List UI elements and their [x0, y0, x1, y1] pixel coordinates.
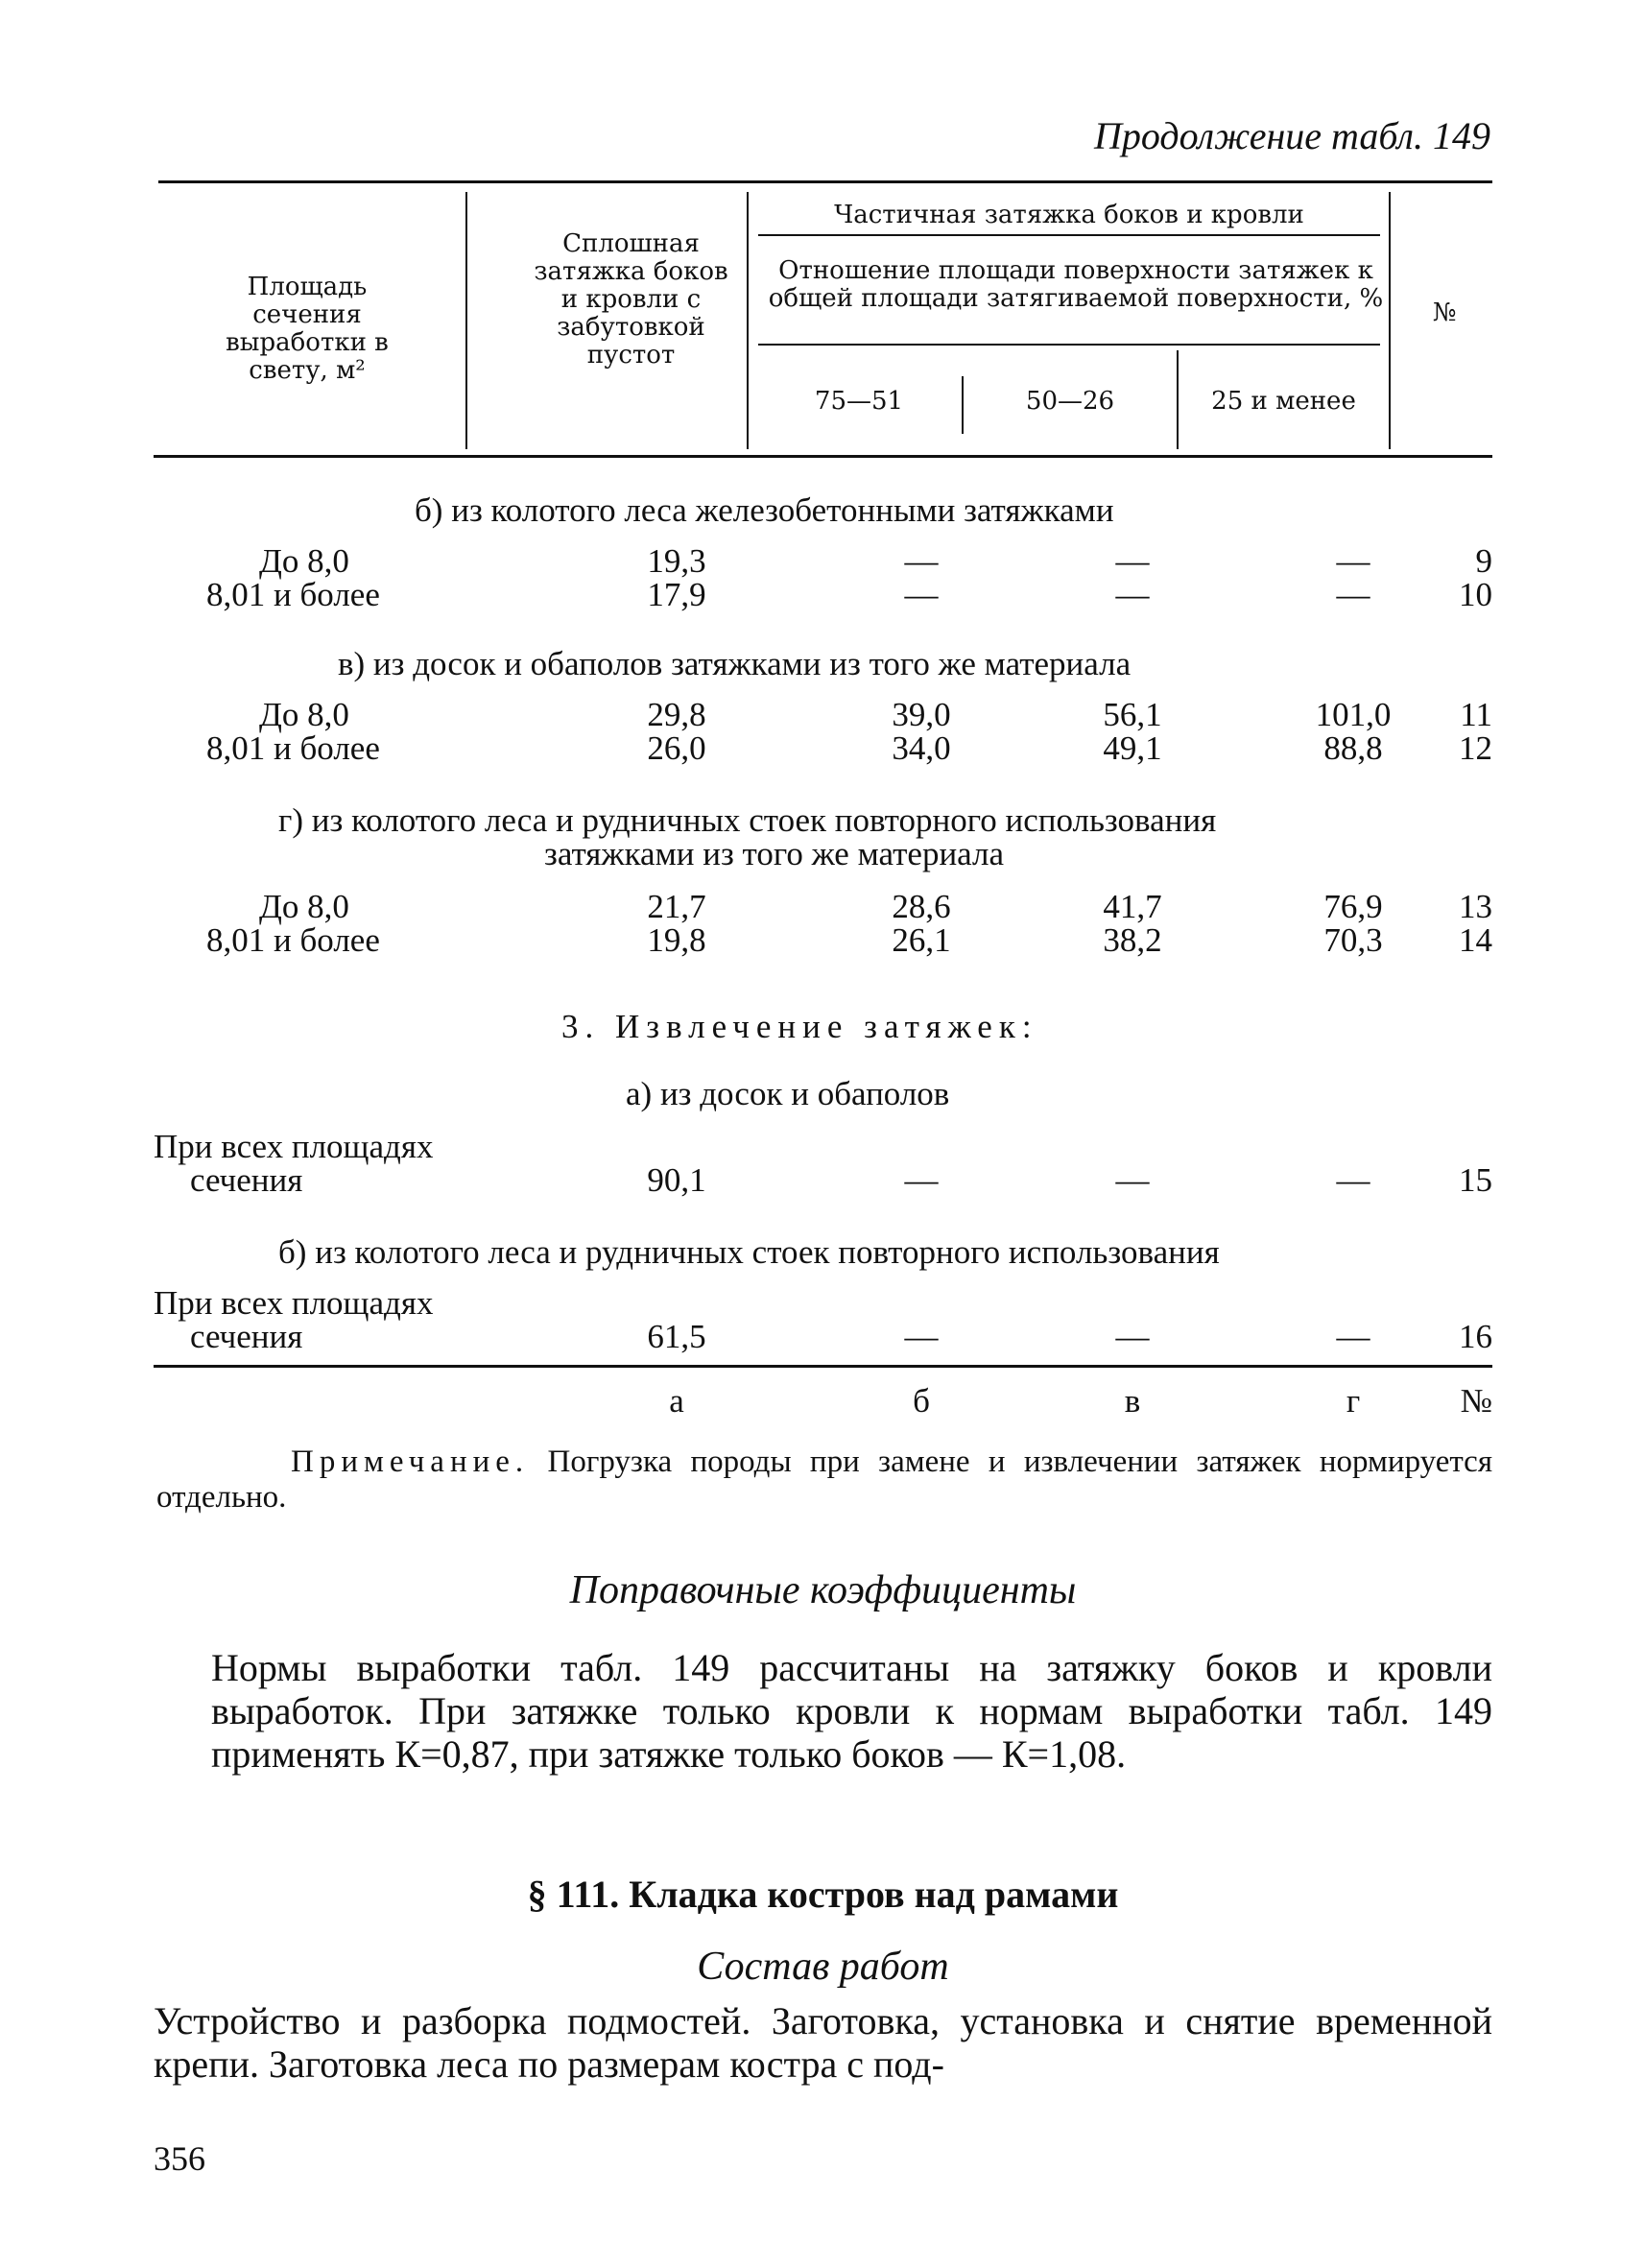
corrections-title: Поправочные коэффициенты — [569, 1568, 1077, 1612]
cell-area: 8,01 и более — [206, 729, 380, 767]
corrections-text: Нормы выработки табл. 149 рассчитаны на затяжку боков и кровли выработок. При затяжке только кровли к нормам выработки табл. 149 применять К=0,87, при затяжке только боков — К=1,08. — [211, 1646, 1492, 1776]
table-row — [154, 888, 1492, 926]
note-text: Погрузка породы при замене и извлечении затяжек нормируется отдельно. — [156, 1444, 1492, 1515]
row-b-area-line1: При всех площадях — [154, 1284, 434, 1322]
continuation-label: Продолжение табл. 149 — [1093, 114, 1490, 157]
cell-solid: 19,8 — [647, 921, 706, 959]
section-v-title: в) из досок и обаполов затяжками из того же материала — [338, 645, 1132, 682]
cell-area: сечения — [190, 1318, 303, 1355]
cell-pct2: — — [1115, 1161, 1150, 1199]
cell-solid: 19,3 — [647, 542, 706, 580]
section-text: Устройство и разборка подмостей. Заготовка, установка и снятие временной крепи. Заготовка леса по размерам костра с под- — [154, 1999, 1492, 2086]
cell-pct3: 70,3 — [1323, 921, 1383, 959]
footer-a: а — [669, 1382, 684, 1420]
section-g-title-line1: г) из колотого леса и рудничных стоек повторного использования — [278, 801, 1217, 839]
cell-solid: 61,5 — [647, 1318, 706, 1355]
header-pct-75-51: 75—51 — [814, 387, 904, 416]
cell-number: 13 — [1459, 888, 1492, 925]
cell-number: 16 — [1459, 1318, 1492, 1355]
cell-area: До 8,0 — [259, 696, 349, 733]
cell-area: сечения — [190, 1161, 303, 1199]
cell-pct2: 49,1 — [1103, 729, 1162, 767]
footer-number: № — [1460, 1382, 1492, 1420]
cell-solid: 26,0 — [647, 729, 706, 767]
header-partial: Частичная затяжка боков и кровли — [834, 201, 1304, 229]
cell-number: 10 — [1459, 576, 1492, 613]
cell-solid: 21,7 — [647, 888, 706, 925]
header-pct-25: 25 и менее — [1211, 387, 1356, 416]
table-row — [154, 542, 1492, 581]
ratio-underline — [758, 344, 1380, 346]
table-row — [154, 1161, 1492, 1200]
cell-number: 9 — [1475, 542, 1492, 580]
cell-pct1: 39,0 — [892, 696, 951, 733]
col-divider-3 — [1389, 192, 1391, 449]
footer-d: г — [1346, 1382, 1361, 1420]
cell-pct2: 38,2 — [1103, 921, 1162, 959]
cell-pct3: 101,0 — [1315, 696, 1392, 733]
partial-underline — [758, 234, 1380, 236]
cell-number: 11 — [1460, 696, 1492, 733]
cell-area: До 8,0 — [259, 542, 349, 580]
note — [156, 1444, 1492, 1516]
cell-pct1: — — [904, 1161, 939, 1199]
section-title: § 111. Кладка костров над рамами — [527, 1873, 1119, 1916]
section-b-title: б) из колотого леса железобетонными затяжками — [415, 491, 1114, 529]
extraction-sub-a: а) из досок и обаполов — [626, 1075, 950, 1112]
section-subtitle: Состав работ — [697, 1945, 949, 1989]
cell-solid: 17,9 — [647, 576, 706, 613]
cell-pct3: — — [1336, 1318, 1370, 1355]
pct-divider-1 — [962, 376, 964, 434]
col-divider-1 — [465, 192, 467, 449]
cell-pct3: — — [1336, 1161, 1370, 1199]
table-row — [154, 576, 1492, 614]
footer-b: б — [913, 1382, 930, 1420]
row-a-area-line1: При всех площадях — [154, 1128, 434, 1165]
table-top-rule — [158, 180, 1492, 183]
cell-pct2: — — [1115, 542, 1150, 580]
table-row — [154, 729, 1492, 768]
note-label: Примечание. — [291, 1444, 530, 1479]
cell-pct1: — — [904, 576, 939, 613]
header-ratio: Отношение площади поверхности затяжек к общей площади затягиваемой поверхности, % — [768, 256, 1384, 313]
cell-pct1: 28,6 — [892, 888, 951, 925]
cell-area: 8,01 и более — [206, 921, 380, 959]
cell-pct1: 34,0 — [892, 729, 951, 767]
header-number: № — [1432, 298, 1457, 327]
header-pct-50-26: 50—26 — [1025, 387, 1115, 416]
cell-number: 12 — [1459, 729, 1492, 767]
table-footer — [154, 1382, 1492, 1420]
cell-pct1: 26,1 — [892, 921, 951, 959]
extraction-sub-b: б) из колотого леса и рудничных стоек повторного использования — [278, 1233, 1220, 1271]
table-row — [154, 1318, 1492, 1356]
section-g-title-line2: затяжками из того же материала — [544, 835, 1005, 872]
cell-pct3: — — [1336, 542, 1370, 580]
cell-solid: 29,8 — [647, 696, 706, 733]
page-number: 356 — [154, 2139, 205, 2178]
table-bottom-rule — [154, 1365, 1492, 1368]
cell-pct2: 56,1 — [1103, 696, 1162, 733]
table-row — [154, 921, 1492, 960]
extraction-heading: 3. Извлечение затяжек: — [561, 1008, 1038, 1045]
col-divider-2 — [747, 192, 749, 449]
table-row — [154, 696, 1492, 734]
table-header-bottom-rule — [154, 455, 1492, 458]
header-solid: Сплошная затяжка боков и кровли с забутовкой пустот — [534, 229, 728, 370]
footer-c: в — [1124, 1382, 1141, 1420]
cell-pct2: — — [1115, 576, 1150, 613]
cell-pct3: — — [1336, 576, 1370, 613]
cell-pct3: 76,9 — [1323, 888, 1383, 925]
cell-number: 15 — [1459, 1161, 1492, 1199]
cell-area: 8,01 и более — [206, 576, 380, 613]
cell-number: 14 — [1459, 921, 1492, 959]
pct-divider-2 — [1177, 350, 1179, 449]
cell-pct2: 41,7 — [1103, 888, 1162, 925]
cell-pct1: — — [904, 1318, 939, 1355]
cell-pct2: — — [1115, 1318, 1150, 1355]
cell-pct1: — — [904, 542, 939, 580]
cell-area: До 8,0 — [259, 888, 349, 925]
cell-solid: 90,1 — [647, 1161, 706, 1199]
cell-pct3: 88,8 — [1323, 729, 1383, 767]
header-area: Площадь сечения выработки в свету, м² — [226, 273, 389, 385]
